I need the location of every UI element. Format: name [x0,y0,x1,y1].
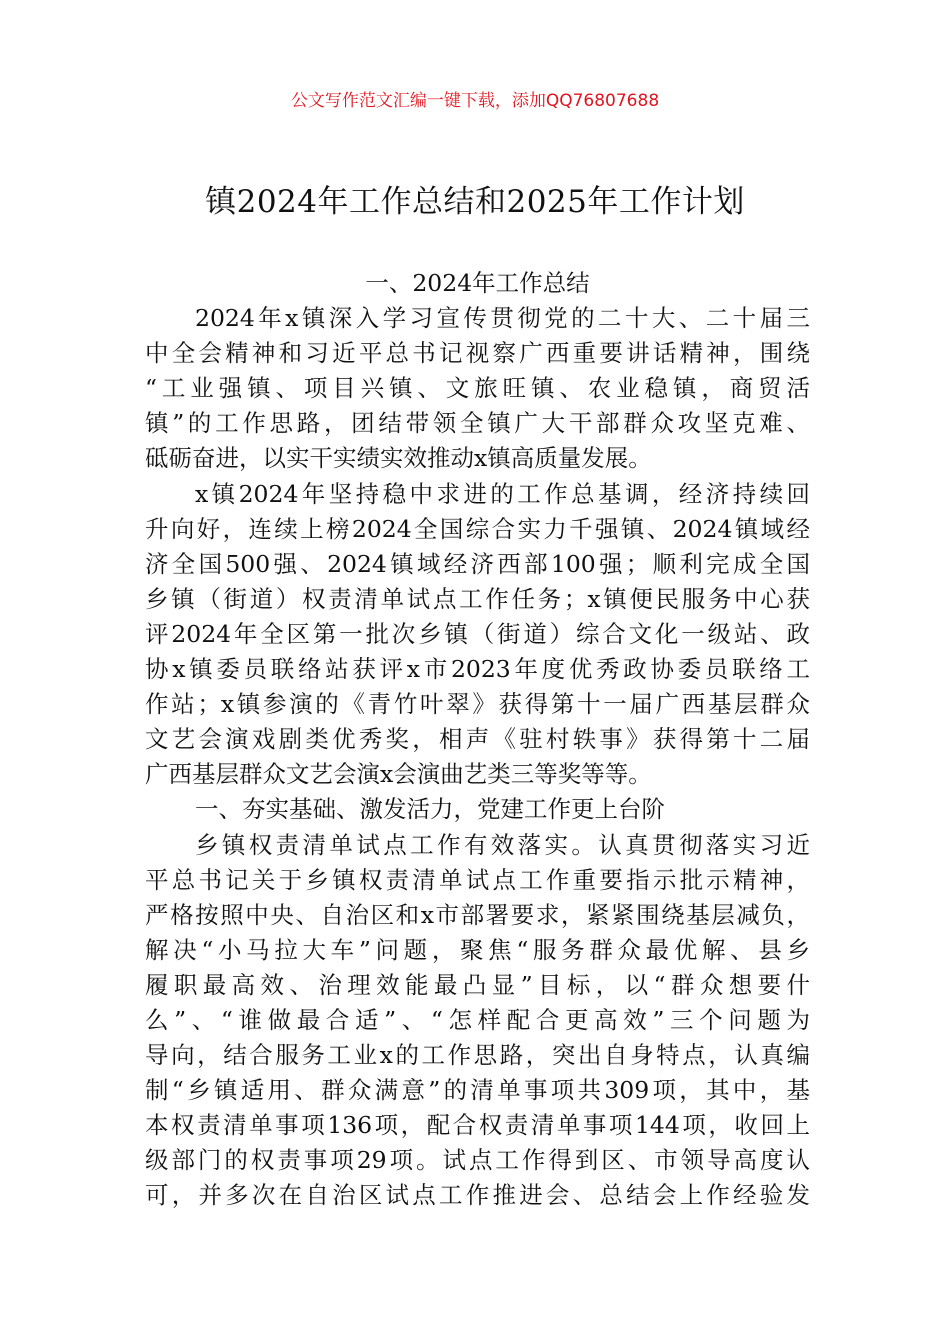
paragraph-line: 制“乡镇适用、群众满意”的清单事项共309项，其中，基 [145,1076,810,1105]
paragraph-line: 严格按照中央、自治区和x市部署要求，紧紧围绕基层减负， [145,900,810,929]
paragraph-line: 级部门的权责事项29项。试点工作得到区、市领导高度认 [145,1146,810,1175]
paragraph-line: 镇”的工作思路，团结带领全镇广大干部群众攻坚克难、 [145,409,810,438]
paragraph-line: 作站；x镇参演的《青竹叶翠》获得第十一届广西基层群众 [145,690,810,719]
paragraph-line: 乡镇（街道）权责清单试点工作任务；x镇便民服务中心获 [145,584,810,613]
paragraph-line: 协x镇委员联络站获评x市2023年度优秀政协委员联络工 [145,655,810,684]
paragraph-line: “工业强镇、项目兴镇、文旅旺镇、农业稳镇，商贸活 [145,374,810,403]
paragraph-line: 乡镇权责清单试点工作有效落实。认真贯彻落实习近 [195,830,810,859]
paragraph-line: 中全会精神和习近平总书记视察广西重要讲话精神，围绕 [145,339,810,368]
paragraph-line: 本权责清单事项136项，配合权责清单事项144项，收回上 [145,1111,810,1140]
section-heading: 一、2024年工作总结 [365,269,590,297]
document-body [145,266,810,1214]
paragraph-line: 文艺会演戏剧类优秀奖，相声《驻村轶事》获得第十二届 [145,725,810,754]
paragraph-line: 平总书记关于乡镇权责清单试点工作重要指示批示精神， [145,865,810,894]
paragraph-line: 济全国500强、2024镇域经济西部100强；顺利完成全国 [145,549,810,578]
download-banner[interactable]: 公文写作范文汇编一键下载，添加QQ76807688 [290,91,660,111]
paragraph-line: 可，并多次在自治区试点工作推进会、总结会上作经验发 [145,1181,810,1210]
paragraph-line: 砥砺奋进，以实干实绩实效推动x镇高质量发展。 [145,444,652,473]
paragraph-line: 评2024年全区第一批次乡镇（街道）综合文化一级站、政 [145,619,810,648]
paragraph-line: 履职最高效、治理效能最凸显”目标，以“群众想要什 [145,970,810,999]
paragraph-line: 广西基层群众文艺会演x会演曲艺类三等奖等等。 [145,760,652,789]
paragraph-line: 升向好，连续上榜2024全国综合实力千强镇、2024镇域经 [145,514,810,543]
paragraph-line: 解决“小马拉大车”问题，聚焦“服务群众最优解、县乡 [145,935,810,964]
paragraph-line: 么”、“谁做最合适”、“怎样配合更高效”三个问题为 [145,1005,810,1034]
paragraph-line: 2024年x镇深入学习宣传贯彻党的二十大、二十届三 [195,304,810,333]
paragraph-line: 导向，结合服务工业x的工作思路，突出自身特点，认真编 [145,1041,810,1070]
paragraph-line: x镇2024年坚持稳中求进的工作总基调，经济持续回 [195,479,810,508]
document-title: 镇2024年工作总结和2025年工作计划 [205,184,745,220]
subsection-heading: 一、夯实基础、激发活力，党建工作更上台阶 [195,795,665,824]
